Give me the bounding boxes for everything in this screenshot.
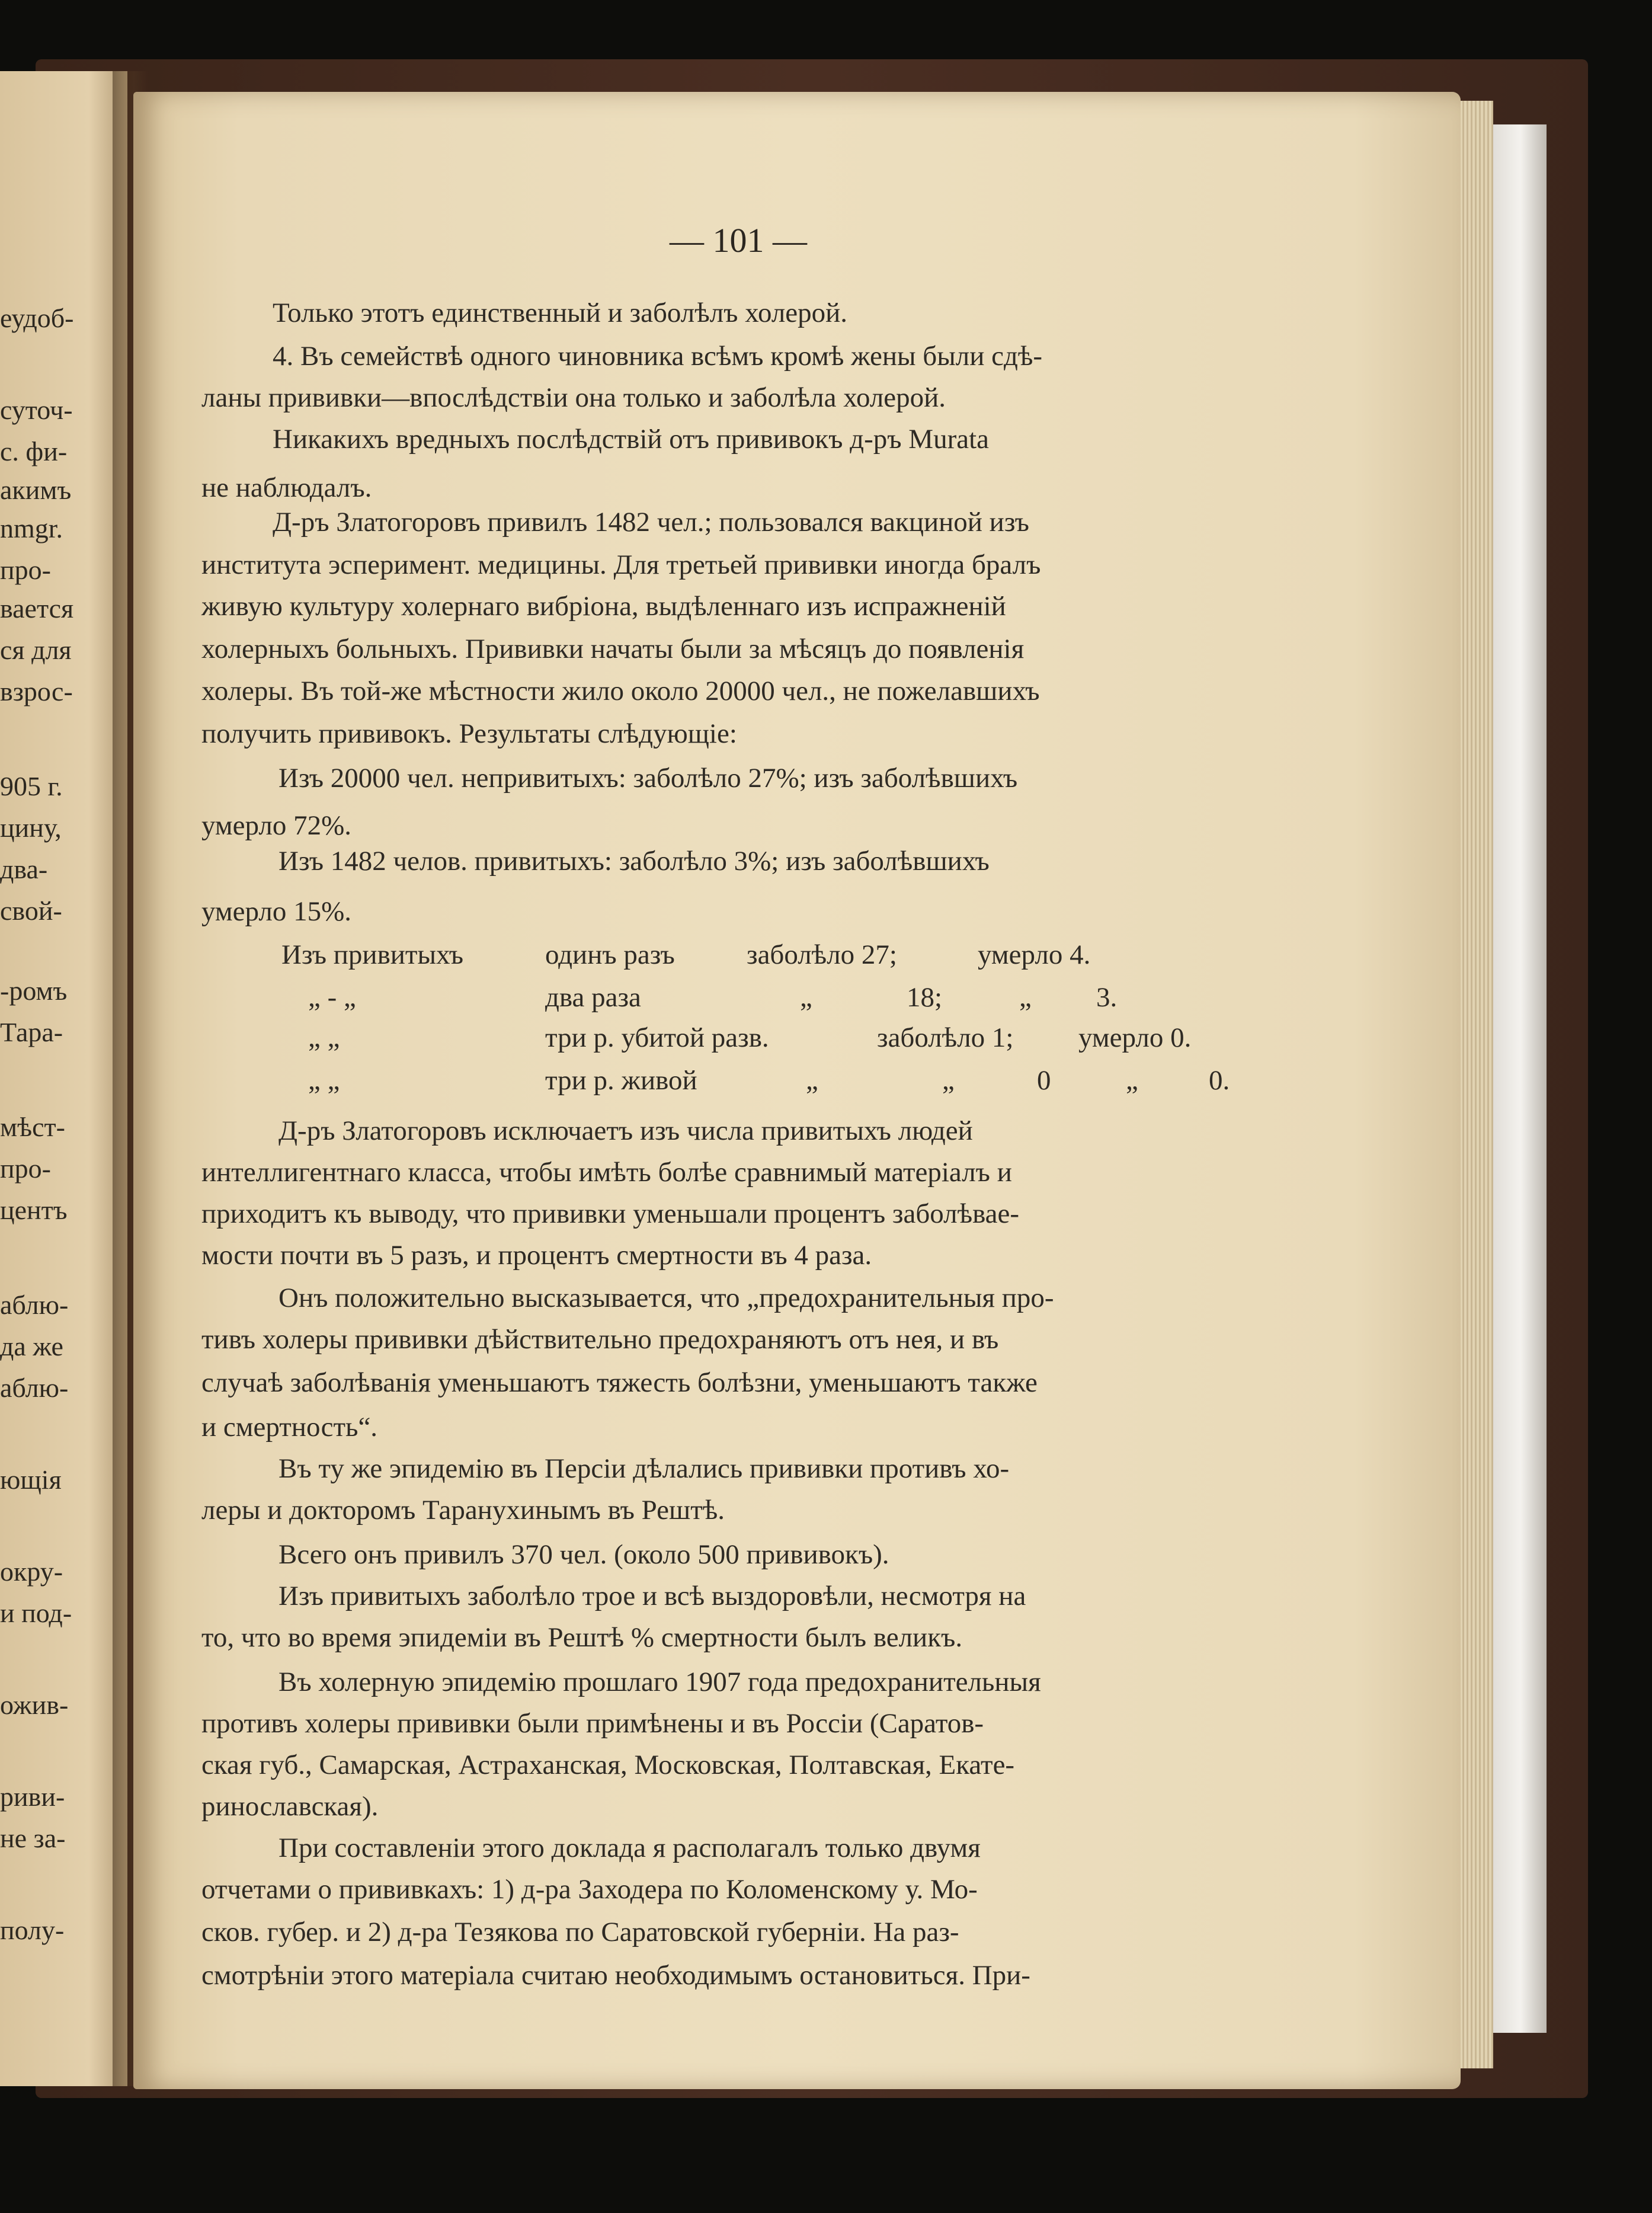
text-line: Д-ръ Златогоровъ привилъ 1482 чел.; пользовался вакциной изъ [273, 507, 1029, 538]
left-fragment: центъ [0, 1195, 68, 1225]
left-fragment: цину, [0, 813, 62, 843]
table-cell: „ „ [308, 1065, 340, 1096]
text-line: ланы прививки—впослѣдствіи она только и заболѣла холерой. [201, 382, 946, 413]
text-line: Никакихъ вредныхъ послѣдствій отъ прививокъ д-ръ Murata [273, 424, 990, 455]
left-fragment: ожив- [0, 1690, 69, 1720]
left-fragment: Тара- [0, 1017, 63, 1047]
table-cell: „ [942, 1065, 955, 1096]
left-fragment: и под- [0, 1598, 72, 1628]
text-line: Д-ръ Златогоровъ исключаетъ изъ числа привитыхъ людей [278, 1115, 973, 1146]
text-line: Въ холерную эпидемію прошлаго 1907 года предохранительныя [278, 1667, 1041, 1697]
text-line: Изъ 20000 чел. непривитыхъ: заболѣло 27%; изъ заболѣвшихъ [278, 763, 1018, 794]
table-cell: 0. [1209, 1065, 1230, 1096]
text-line: получить прививокъ. Результаты слѣдующіе: [201, 718, 737, 749]
left-fragment: риви- [0, 1782, 65, 1812]
table-cell: „ „ [308, 1022, 340, 1053]
left-fragment: -ромъ [0, 976, 68, 1006]
table-cell: „ - „ [308, 982, 356, 1013]
text-line: умерло 72%. [201, 810, 351, 841]
text-line: противъ холеры прививки были примѣнены и въ Россіи (Саратов- [201, 1708, 984, 1739]
text-line: ская губ., Самарская, Астраханская, Московская, Полтавская, Екате- [201, 1750, 1015, 1780]
table-cell: два раза [545, 982, 641, 1013]
table-cell: три р. убитой разв. [545, 1022, 769, 1053]
text-line: При составленіи этого доклада я располагалъ только двумя [278, 1833, 981, 1863]
left-fragment: не за- [0, 1823, 66, 1853]
text-line: живую культуру холернаго вибріона, выдѣленнаго изъ испражненій [201, 591, 1006, 622]
left-fragment: ся для [0, 635, 72, 665]
text-line: леры и докторомъ Таранухинымъ въ Рештѣ. [201, 1495, 725, 1526]
left-fragment: суточ- [0, 395, 73, 425]
left-fragment: полу- [0, 1915, 65, 1945]
text-line: и смертность“. [201, 1412, 378, 1443]
text-line: Изъ привитыхъ заболѣло трое и всѣ выздоровѣли, несмотря на [278, 1581, 1026, 1611]
left-fragment: взрос- [0, 676, 73, 706]
text-line: Въ ту же эпидемію въ Персіи дѣлались прививки противъ хо- [278, 1453, 1010, 1484]
text-line: мости почти въ 5 разъ, и процентъ смертности въ 4 раза. [201, 1240, 872, 1271]
table-cell: умерло 4. [978, 939, 1091, 970]
table-cell: заболѣло 1; [877, 1022, 1014, 1053]
text-line: отчетами о прививкахъ: 1) д-ра Заходера по Коломенскому у. Мо- [201, 1874, 978, 1905]
table-cell: 0 [1037, 1065, 1051, 1096]
table-cell: 3. [1096, 982, 1118, 1013]
left-fragment: еудоб- [0, 303, 74, 333]
left-fragment: вается [0, 593, 74, 623]
text-line: Изъ 1482 челов. привитыхъ: заболѣло 3%; изъ заболѣвшихъ [278, 846, 990, 877]
text-line: умерло 15%. [201, 896, 351, 927]
left-fragment: окру- [0, 1556, 63, 1587]
left-fragment: да же [0, 1331, 63, 1361]
table-cell: Изъ привитыхъ [281, 939, 464, 970]
text-line: 4. Въ семействѣ одного чиновника всѣмъ кромѣ жены были сдѣ- [273, 341, 1043, 372]
left-fragment: про- [0, 555, 51, 585]
table-cell: заболѣло 27; [747, 939, 897, 970]
text-line: смотрѣніи этого матеріала считаю необходимымъ остановиться. При- [201, 1960, 1030, 1991]
left-fragment: мѣст- [0, 1112, 65, 1142]
table-cell: умерло 0. [1078, 1022, 1192, 1053]
table-cell: 18; [907, 982, 943, 1013]
text-line: холеры. Въ той-же мѣстности жило около 20000 чел., не пожелавшихъ [201, 676, 1040, 706]
text-line: холерныхъ больныхъ. Прививки начаты были за мѣсяцъ до появленія [201, 634, 1025, 664]
left-fragment: аблю- [0, 1373, 69, 1403]
table-cell: „ [806, 1065, 818, 1096]
table-cell: „ [1019, 982, 1032, 1013]
text-line: интеллигентнаго класса, чтобы имѣть болѣе сравнимый матеріалъ и [201, 1157, 1012, 1188]
text-line: института эсперимент. медицины. Для третьей прививки иногда бралъ [201, 549, 1041, 580]
left-fragment: nmgr. [0, 513, 63, 543]
left-fragment: про- [0, 1153, 51, 1184]
text-line: приходитъ къ выводу, что прививки уменьшали процентъ заболѣвае- [201, 1198, 1020, 1229]
left-fragment: аблю- [0, 1290, 69, 1320]
left-page [0, 71, 127, 2086]
table-cell: „ [800, 982, 812, 1013]
table-cell: три р. живой [545, 1065, 697, 1096]
page-number: — 101 — [670, 221, 807, 260]
left-fragment: акимъ [0, 475, 72, 505]
text-line: случаѣ заболѣванія уменьшаютъ тяжесть болѣзни, уменьшаютъ также [201, 1367, 1038, 1398]
left-fragment: с. фи- [0, 436, 68, 466]
left-fragment: свой- [0, 896, 62, 926]
text-line: сков. губер. и 2) д-ра Тезякова по Саратовской губерніи. На раз- [201, 1917, 959, 1947]
text-line: Только этотъ единственный и заболѣлъ холерой. [273, 298, 848, 328]
table-cell: „ [1126, 1065, 1138, 1096]
text-line: не наблюдалъ. [201, 472, 372, 503]
text-line: ринославская). [201, 1791, 379, 1822]
left-fragment: 905 г. [0, 771, 63, 801]
text-line: тивъ холеры прививки дѣйствительно предохраняютъ отъ нея, и въ [201, 1324, 999, 1355]
left-fragment: два- [0, 854, 48, 884]
text-line: Онъ положительно высказывается, что „предохранительныя про- [278, 1283, 1054, 1313]
text-line: то, что во время эпидеміи въ Рештѣ % смертности былъ великъ. [201, 1622, 963, 1653]
left-fragment: ющія [0, 1464, 62, 1495]
table-cell: одинъ разъ [545, 939, 675, 970]
text-line: Всего онъ привилъ 370 чел. (около 500 прививокъ). [278, 1539, 889, 1570]
